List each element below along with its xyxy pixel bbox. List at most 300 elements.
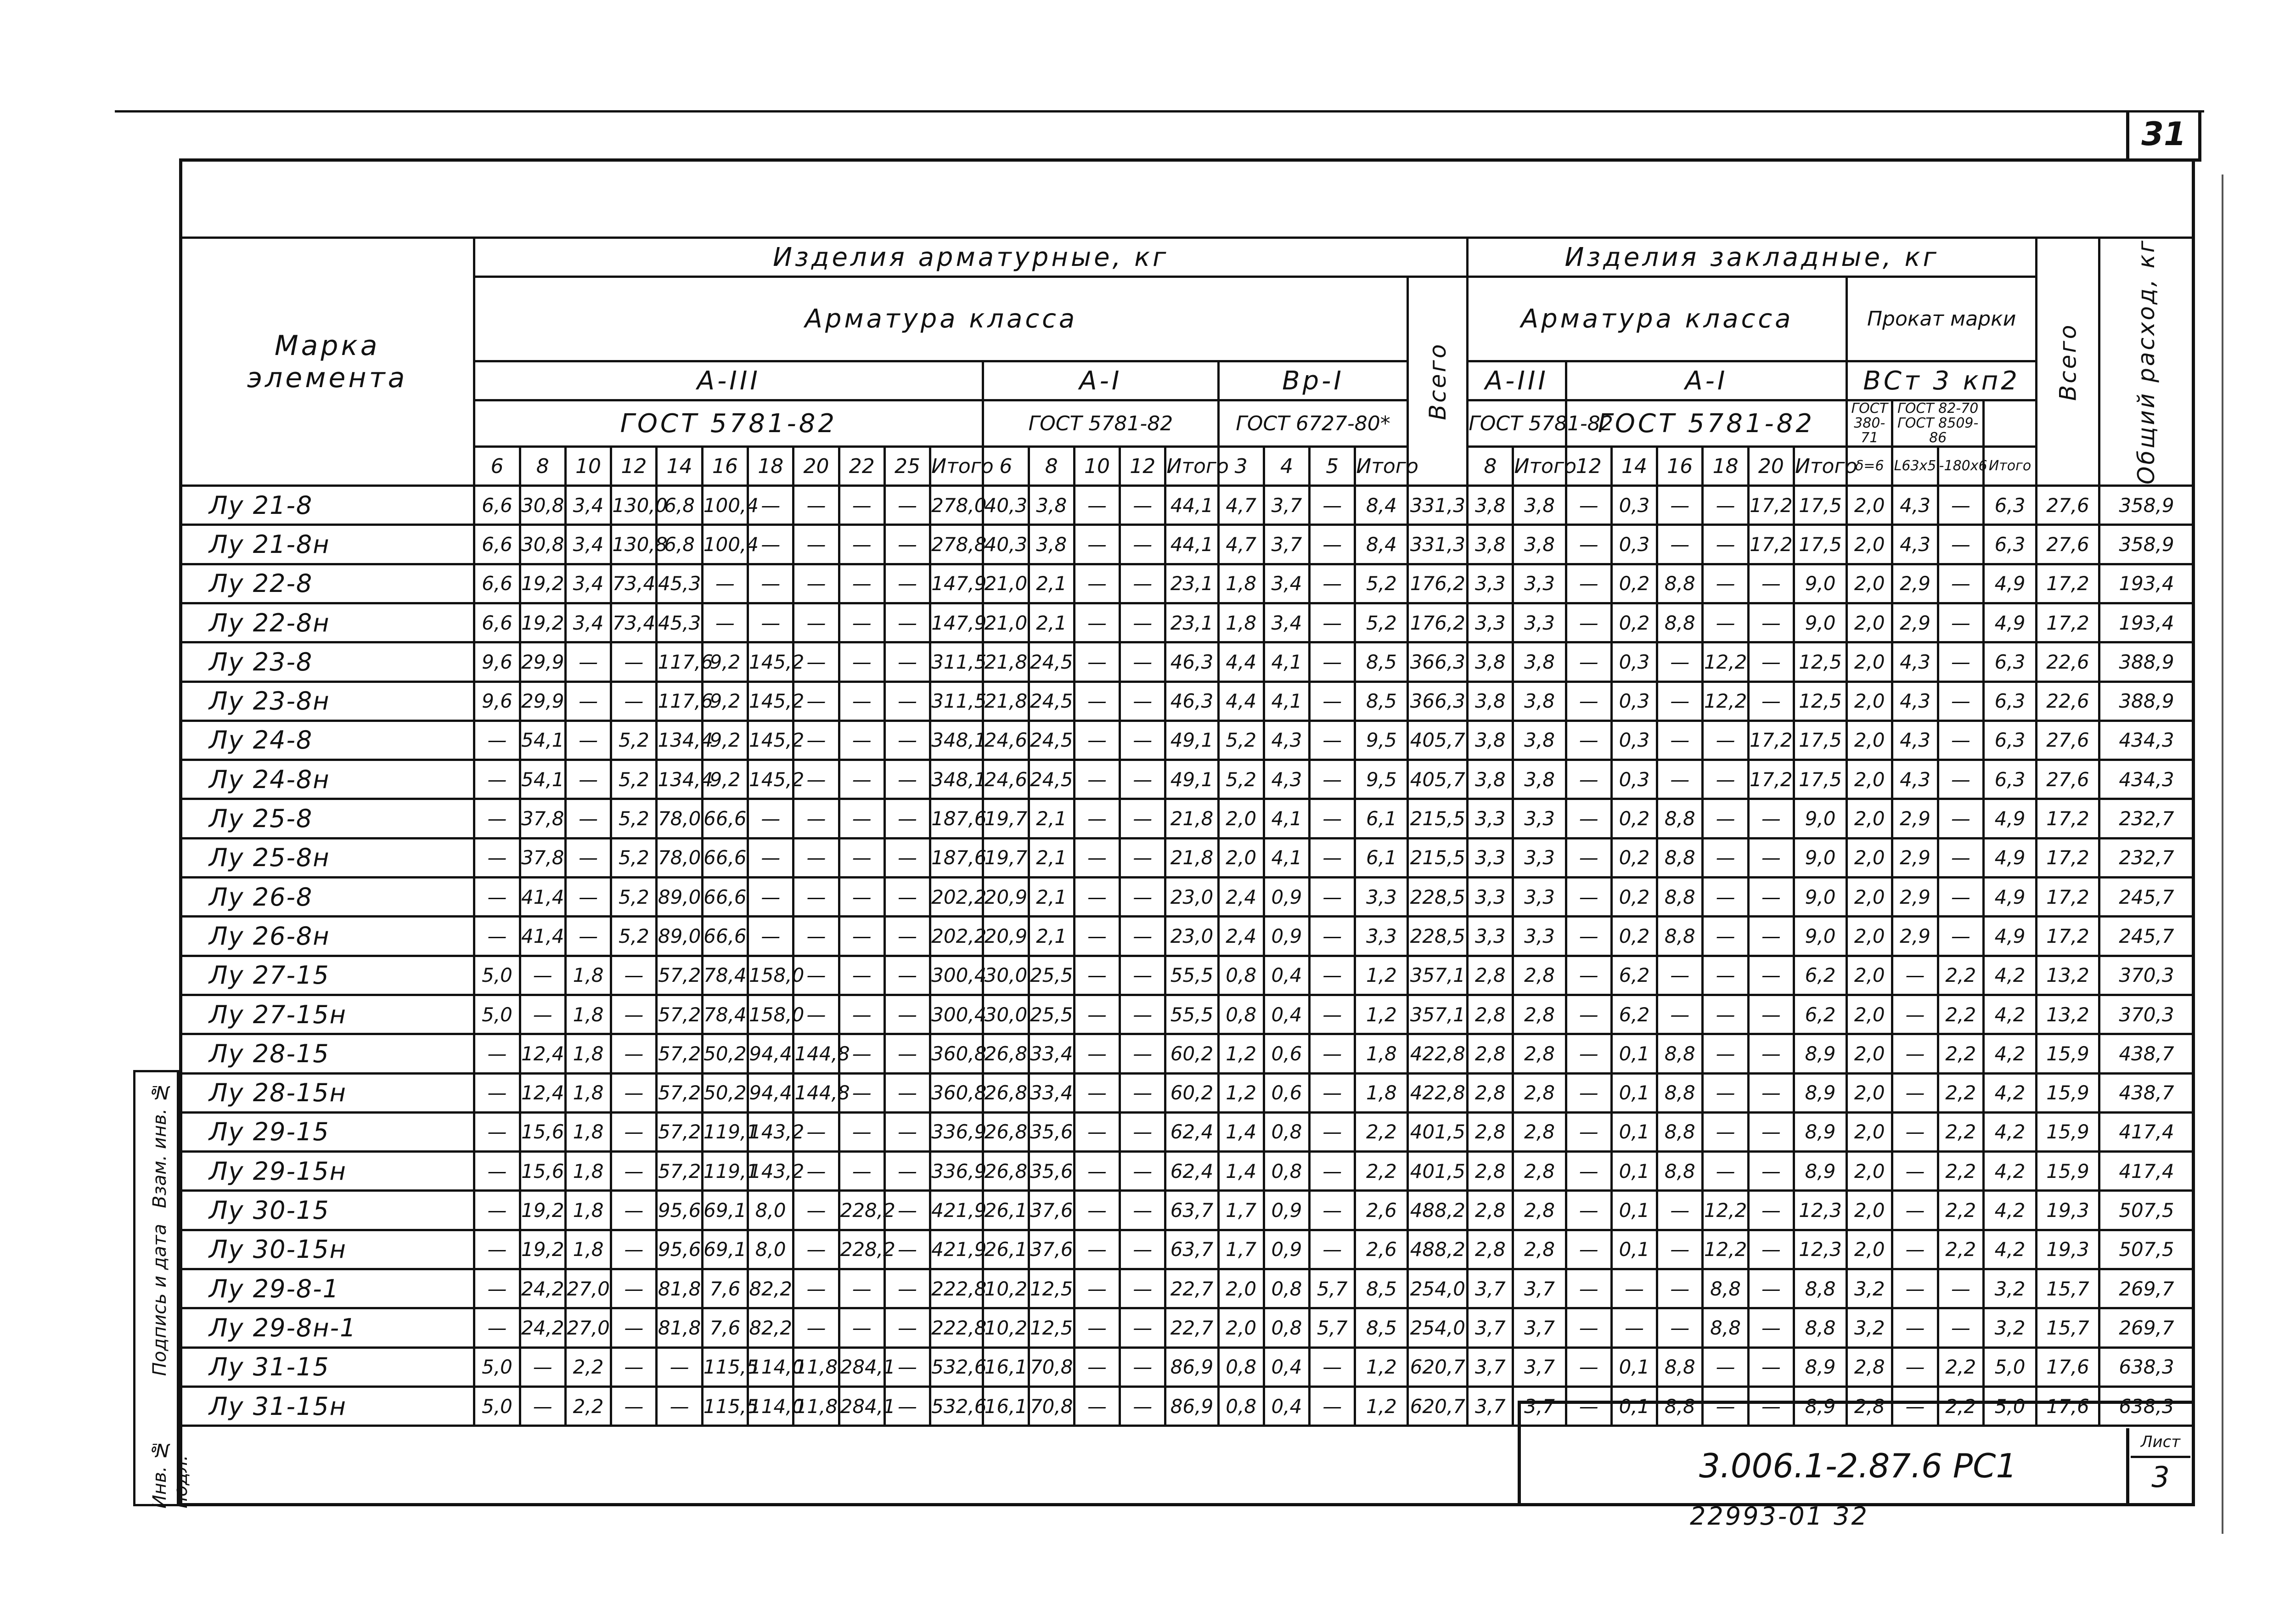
table-cell: 22,7 (1165, 1308, 1218, 1347)
table-cell: 158,0 (748, 956, 793, 995)
table-cell: 5,2 (611, 838, 657, 877)
table-cell: 41,4 (520, 917, 565, 956)
embedded-group-header: Изделия закладные, кг (1468, 238, 2037, 277)
table-cell: — (1310, 917, 1355, 956)
table-cell: 158,0 (748, 995, 793, 1034)
table-cell: 1,4 (1218, 1112, 1264, 1151)
table-cell: — (1938, 681, 1983, 721)
table-cell: — (1748, 838, 1794, 877)
table-cell: 5,2 (611, 917, 657, 956)
table-cell: — (657, 1347, 702, 1386)
table-cell: — (1748, 1073, 1794, 1112)
table-cell: 8,8 (1657, 838, 1703, 877)
table-cell: 2,2 (1938, 956, 1983, 995)
table-cell: 29,9 (520, 681, 565, 721)
table-cell: — (1748, 1191, 1794, 1230)
table-cell: 19,2 (520, 1230, 565, 1269)
table-cell: — (1892, 956, 1938, 995)
table-cell: 3,2 (1983, 1269, 2036, 1308)
table-cell: 269,7 (2099, 1308, 2194, 1347)
table-cell: 3,3 (1468, 917, 1513, 956)
table-cell: 4,1 (1264, 838, 1309, 877)
table-cell: 8,8 (1657, 1112, 1703, 1151)
table-cell: — (611, 956, 657, 995)
overall-total-header: Общий расход, кг (2099, 238, 2194, 486)
table-cell: 7,6 (702, 1269, 748, 1308)
table-cell: 3,8 (1513, 486, 1566, 525)
table-cell: — (793, 799, 839, 838)
table-cell: 2,8 (1513, 995, 1566, 1034)
table-cell: 33,4 (1029, 1073, 1074, 1112)
table-cell: 24,5 (1029, 721, 1074, 760)
table-cell: 348,1 (930, 721, 983, 760)
table-cell: 23,1 (1165, 564, 1218, 603)
table-cell: — (793, 486, 839, 525)
table-cell: 4,9 (1983, 564, 2036, 603)
table-cell: — (611, 1034, 657, 1073)
table-cell: — (1566, 1308, 1611, 1347)
table-cell: 44,1 (1165, 525, 1218, 564)
table-cell: 114,0 (748, 1386, 793, 1425)
table-cell: — (1566, 1073, 1611, 1112)
table-cell: — (474, 1034, 520, 1073)
table-row (180, 1073, 2194, 1112)
table-cell: 0,9 (1264, 878, 1309, 917)
table-cell: — (565, 681, 611, 721)
table-cell: — (1938, 525, 1983, 564)
table-cell: — (474, 1269, 520, 1308)
table-cell: 348,1 (930, 760, 983, 799)
table-cell: 94,4 (748, 1073, 793, 1112)
table-cell: — (1703, 1152, 1748, 1191)
table-cell: — (839, 1112, 884, 1151)
embedded-total-header: Всего (2037, 238, 2099, 486)
table-cell: — (1657, 681, 1703, 721)
table-cell: 2,8 (1468, 1152, 1513, 1191)
table-cell: 300,4 (930, 995, 983, 1034)
table-cell: — (1892, 1034, 1938, 1073)
table-cell: — (884, 486, 930, 525)
table-cell: 2,2 (1938, 1073, 1983, 1112)
table-cell: 3,8 (1468, 525, 1513, 564)
table-cell: — (884, 799, 930, 838)
table-cell: 19,2 (520, 1191, 565, 1230)
table-cell: 1,8 (565, 1230, 611, 1269)
table-cell: 9,2 (702, 760, 748, 799)
table-cell: — (1566, 1034, 1611, 1073)
table-cell: — (1310, 838, 1355, 877)
table-cell: 3,3 (1468, 799, 1513, 838)
size-a3-7: 20 (793, 447, 839, 486)
table-cell: 620,7 (1408, 1386, 1468, 1425)
table-cell: — (748, 525, 793, 564)
table-cell: 100,4 (702, 486, 748, 525)
table-cell: 331,3 (1408, 486, 1468, 525)
element-mark: Лу 21-8н (180, 525, 474, 564)
table-cell: 8,9 (1794, 1347, 1847, 1386)
table-cell: 2,0 (1847, 956, 1892, 995)
table-cell: 35,6 (1029, 1152, 1074, 1191)
table-cell: 2,8 (1468, 995, 1513, 1034)
table-cell: 19,7 (983, 799, 1029, 838)
table-cell: — (1703, 1386, 1748, 1425)
table-cell: 1,7 (1218, 1230, 1264, 1269)
table-cell: 27,0 (565, 1269, 611, 1308)
table-cell: 15,9 (2037, 1034, 2099, 1073)
table-cell: — (1938, 721, 1983, 760)
table-cell: 4,9 (1983, 838, 2036, 877)
table-cell: — (884, 878, 930, 917)
table-cell: — (884, 1269, 930, 1308)
table-cell: 405,7 (1408, 760, 1468, 799)
size-a3-1: 8 (520, 447, 565, 486)
table-cell: — (839, 642, 884, 681)
table-cell: 2,8 (1513, 1230, 1566, 1269)
element-mark: Лу 29-15 (180, 1112, 474, 1151)
table-cell: 3,4 (1264, 564, 1309, 603)
table-cell: 27,0 (565, 1308, 611, 1347)
element-mark: Лу 21-8 (180, 486, 474, 525)
table-cell: — (884, 956, 930, 995)
table-cell: 0,2 (1611, 799, 1657, 838)
table-cell: — (1120, 1152, 1165, 1191)
table-cell: 81,8 (657, 1269, 702, 1308)
table-row (180, 603, 2194, 642)
table-cell: 6,3 (1983, 721, 2036, 760)
table-cell: 438,7 (2099, 1073, 2194, 1112)
table-cell: — (1310, 995, 1355, 1034)
table-cell: 73,4 (611, 564, 657, 603)
table-cell: 0,1 (1611, 1230, 1657, 1269)
table-cell: 3,4 (565, 525, 611, 564)
table-cell: 0,1 (1611, 1034, 1657, 1073)
table-cell: 1,8 (565, 1191, 611, 1230)
table-cell: 9,5 (1355, 721, 1408, 760)
table-cell: 245,7 (2099, 878, 2194, 917)
table-cell: — (1074, 603, 1120, 642)
table-cell: 0,8 (1218, 956, 1264, 995)
table-cell: 2,8 (1468, 1073, 1513, 1112)
table-cell: — (1566, 1230, 1611, 1269)
table-cell: 215,5 (1408, 838, 1468, 877)
table-cell: 147,9 (930, 564, 983, 603)
element-mark: Лу 24-8 (180, 721, 474, 760)
table-cell: 24,5 (1029, 642, 1074, 681)
table-cell: 4,4 (1218, 681, 1264, 721)
table-cell: 3,7 (1513, 1386, 1566, 1425)
table-cell: 507,5 (2099, 1230, 2194, 1269)
table-cell: 3,3 (1468, 878, 1513, 917)
table-cell: 1,8 (565, 1112, 611, 1151)
table-cell: — (748, 838, 793, 877)
table-cell: 4,3 (1892, 486, 1938, 525)
right-rule (2222, 175, 2223, 1534)
table-cell: 388,9 (2099, 642, 2194, 681)
emb-rebar-class-header: Арматура класса (1468, 277, 1847, 361)
table-cell: — (1748, 564, 1794, 603)
table-cell: — (1120, 1269, 1165, 1308)
table-cell: 144,8 (793, 1073, 839, 1112)
table-cell: 2,2 (1938, 1034, 1983, 1073)
table-cell: 638,3 (2099, 1386, 2194, 1425)
table-cell: 21,0 (983, 564, 1029, 603)
table-cell: 12,2 (1703, 1230, 1748, 1269)
table-cell: 9,2 (702, 642, 748, 681)
table-cell: 69,1 (702, 1230, 748, 1269)
table-cell: 57,2 (657, 1152, 702, 1191)
table-cell: — (611, 1112, 657, 1151)
table-cell: 2,1 (1029, 564, 1074, 603)
table-cell: — (1310, 642, 1355, 681)
table-cell: 24,2 (520, 1269, 565, 1308)
table-cell: 3,8 (1513, 525, 1566, 564)
table-cell: — (1657, 995, 1703, 1034)
table-cell: 4,3 (1264, 721, 1309, 760)
table-cell: 21,8 (1165, 799, 1218, 838)
table-cell: 3,3 (1468, 564, 1513, 603)
gost-a1-header: ГОСТ 5781-82 (983, 400, 1218, 447)
table-cell: 40,3 (983, 525, 1029, 564)
table-cell: 23,1 (1165, 603, 1218, 642)
table-cell: — (611, 1386, 657, 1425)
table-cell: 3,2 (1847, 1269, 1892, 1308)
table-cell: 22,6 (2037, 681, 2099, 721)
table-cell: 5,2 (611, 760, 657, 799)
table-cell: 1,8 (565, 995, 611, 1034)
table-cell: 5,2 (1355, 603, 1408, 642)
element-mark: Лу 25-8н (180, 838, 474, 877)
table-cell: — (474, 1230, 520, 1269)
table-cell: 2,8 (1468, 1191, 1513, 1230)
table-cell: 17,6 (2037, 1386, 2099, 1425)
table-cell: 8,8 (1657, 1152, 1703, 1191)
table-cell: 17,5 (1794, 760, 1847, 799)
table-cell: 17,5 (1794, 486, 1847, 525)
table-cell: 2,0 (1847, 1073, 1892, 1112)
table-cell: 54,1 (520, 760, 565, 799)
table-cell: 26,8 (983, 1152, 1029, 1191)
table-cell: 23,0 (1165, 878, 1218, 917)
table-cell: 2,8 (1468, 956, 1513, 995)
table-cell: — (793, 1112, 839, 1151)
table-cell: 0,2 (1611, 838, 1657, 877)
rebar-group-header: Изделия арматурные, кг (474, 238, 1468, 277)
table-cell: 9,6 (474, 642, 520, 681)
table-cell: 6,6 (474, 603, 520, 642)
table-cell: 50,2 (702, 1073, 748, 1112)
table-cell: 358,9 (2099, 486, 2194, 525)
table-cell: 2,2 (1938, 1152, 1983, 1191)
table-cell: — (1938, 917, 1983, 956)
table-cell: 3,3 (1513, 564, 1566, 603)
table-cell: — (1566, 1191, 1611, 1230)
table-cell: — (793, 1230, 839, 1269)
table-cell: — (793, 878, 839, 917)
table-cell: 2,0 (1847, 486, 1892, 525)
table-cell: 27,6 (2037, 525, 2099, 564)
table-cell: 26,8 (983, 1112, 1029, 1151)
table-cell: — (1938, 486, 1983, 525)
table-cell: — (565, 878, 611, 917)
table-cell: — (1074, 642, 1120, 681)
size-emb-a3-1: Итого (1513, 447, 1566, 486)
table-cell: — (1657, 956, 1703, 995)
table-cell: — (565, 838, 611, 877)
table-cell: 8,8 (1703, 1308, 1748, 1347)
table-cell: — (793, 838, 839, 877)
table-cell: — (1566, 878, 1611, 917)
element-mark: Лу 31-15н (180, 1386, 474, 1425)
table-cell: 24,5 (1029, 760, 1074, 799)
element-mark: Лу 30-15н (180, 1230, 474, 1269)
table-cell: — (839, 799, 884, 838)
table-row (180, 760, 2194, 799)
table-cell: — (1310, 1191, 1355, 1230)
table-cell: 0,3 (1611, 681, 1657, 721)
table-cell: 0,1 (1611, 1347, 1657, 1386)
table-cell: 0,3 (1611, 525, 1657, 564)
table-cell: 94,4 (748, 1034, 793, 1073)
table-cell: 0,6 (1264, 1034, 1309, 1073)
table-cell: — (565, 917, 611, 956)
table-cell: — (839, 1308, 884, 1347)
table-cell: 8,5 (1355, 642, 1408, 681)
table-cell: 2,0 (1847, 878, 1892, 917)
table-cell: — (1938, 1308, 1983, 1347)
table-cell: 388,9 (2099, 681, 2194, 721)
table-cell: — (1310, 603, 1355, 642)
table-cell: 4,9 (1983, 917, 2036, 956)
table-row (180, 1308, 2194, 1347)
table-cell: 6,6 (474, 486, 520, 525)
table-cell: — (1566, 995, 1611, 1034)
table-cell: 1,8 (1355, 1073, 1408, 1112)
table-cell: — (1938, 760, 1983, 799)
table-cell: — (1892, 1191, 1938, 1230)
table-cell: — (793, 760, 839, 799)
size-emb-a1-1: 14 (1611, 447, 1657, 486)
table-cell: — (1938, 564, 1983, 603)
table-cell: 0,1 (1611, 1152, 1657, 1191)
table-cell: 1,2 (1355, 1347, 1408, 1386)
table-cell: — (1074, 1347, 1120, 1386)
table-cell: 145,2 (748, 681, 793, 721)
size-bp1-0: 3 (1218, 447, 1264, 486)
table-cell: 12,4 (520, 1034, 565, 1073)
table-cell: 4,2 (1983, 1191, 2036, 1230)
table-cell: 3,8 (1029, 525, 1074, 564)
table-cell: 30,0 (983, 995, 1029, 1034)
table-cell: — (1310, 956, 1355, 995)
table-cell: 0,1 (1611, 1386, 1657, 1425)
table-cell: 422,8 (1408, 1034, 1468, 1073)
table-cell: 22,6 (2037, 642, 2099, 681)
table-cell: 2,8 (1513, 1112, 1566, 1151)
table-cell: 0,2 (1611, 878, 1657, 917)
table-cell: 19,3 (2037, 1191, 2099, 1230)
table-cell: 82,2 (748, 1269, 793, 1308)
table-cell: — (474, 1112, 520, 1151)
table-cell: 4,2 (1983, 995, 2036, 1034)
table-cell: — (1657, 1308, 1703, 1347)
table-cell: — (611, 1152, 657, 1191)
table-cell: 3,4 (565, 486, 611, 525)
table-cell: 55,5 (1165, 995, 1218, 1034)
size-a1-4: Итого (1165, 447, 1218, 486)
table-cell: — (1703, 760, 1748, 799)
table-cell: 8,5 (1355, 1308, 1408, 1347)
table-cell: 15,7 (2037, 1269, 2099, 1308)
table-cell: 130,8 (611, 525, 657, 564)
table-cell: 4,9 (1983, 799, 2036, 838)
table-cell: — (1703, 721, 1748, 760)
table-cell: 2,0 (1847, 995, 1892, 1034)
size-a3-2: 10 (565, 447, 611, 486)
table-cell: — (565, 760, 611, 799)
table-cell: 66,6 (702, 878, 748, 917)
table-cell: 82,2 (748, 1308, 793, 1347)
table-cell: — (1120, 1191, 1165, 1230)
table-cell: — (884, 1034, 930, 1073)
table-cell: — (1566, 564, 1611, 603)
table-cell: 2,2 (565, 1347, 611, 1386)
size-rolled-0: δ=6 (1847, 447, 1892, 486)
table-cell: 311,5 (930, 681, 983, 721)
top-rule (115, 110, 2204, 113)
table-cell: 37,8 (520, 838, 565, 877)
table-cell: 0,3 (1611, 486, 1657, 525)
table-cell: — (1566, 760, 1611, 799)
table-cell: 2,2 (1938, 1112, 1983, 1151)
table-cell: 215,5 (1408, 799, 1468, 838)
table-cell: 2,1 (1029, 603, 1074, 642)
table-cell: — (884, 564, 930, 603)
table-cell: — (1566, 1386, 1611, 1425)
table-cell: 2,8 (1847, 1386, 1892, 1425)
element-mark: Лу 22-8н (180, 603, 474, 642)
table-cell: — (1074, 917, 1120, 956)
table-cell: 2,0 (1847, 1152, 1892, 1191)
table-cell: 6,8 (657, 525, 702, 564)
table-cell: 284,1 (839, 1347, 884, 1386)
table-cell: 532,6 (930, 1347, 983, 1386)
table-cell: — (1892, 1269, 1938, 1308)
table-cell: 3,3 (1355, 917, 1408, 956)
table-cell: — (884, 642, 930, 681)
table-cell: — (1748, 1230, 1794, 1269)
table-cell: 12,3 (1794, 1230, 1847, 1269)
size-a1-0: 6 (983, 447, 1029, 486)
table-cell: 17,2 (2037, 564, 2099, 603)
table-cell: 8,8 (1657, 1034, 1703, 1073)
table-cell: — (611, 1191, 657, 1230)
size-a3-6: 18 (748, 447, 793, 486)
table-cell: 2,2 (1938, 1386, 1983, 1425)
table-cell: 17,2 (1748, 525, 1794, 564)
table-cell: 0,3 (1611, 760, 1657, 799)
table-cell: 2,8 (1513, 1034, 1566, 1073)
table-cell: 10,2 (983, 1269, 1029, 1308)
table-cell: — (793, 1308, 839, 1347)
table-cell: 0,2 (1611, 564, 1657, 603)
table-cell: 3,8 (1468, 486, 1513, 525)
table-cell: 6,2 (1611, 995, 1657, 1034)
table-cell: 8,9 (1794, 1034, 1847, 1073)
table-cell: 2,2 (1938, 995, 1983, 1034)
table-cell: — (748, 917, 793, 956)
table-cell: 0,2 (1611, 917, 1657, 956)
table-cell: 6,6 (474, 525, 520, 564)
